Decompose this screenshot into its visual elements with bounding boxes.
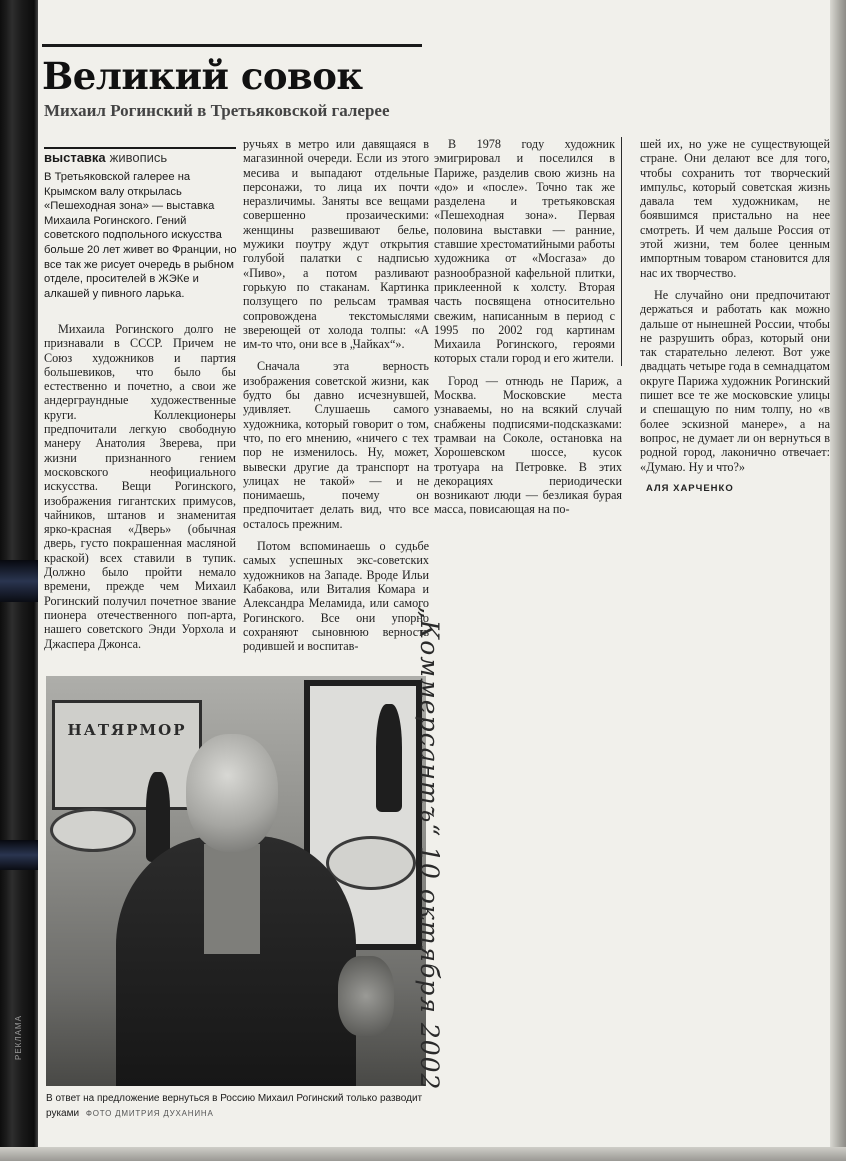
margin-label: РЕКЛАМА bbox=[14, 1015, 23, 1060]
photo-bottle bbox=[146, 772, 170, 862]
paragraph: Потом вспоминаешь о судьбе самых успешных экс-советских художников на Западе. Вроде Ильи Кабакова, или Виталия Комара и Александра Меламида, или самого Рогинского. Все они упорно сохраняют сыновнюю верность родившей и воспитав- bbox=[243, 539, 429, 654]
newspaper-page bbox=[38, 0, 830, 1147]
article-column-3 bbox=[434, 137, 622, 517]
paragraph: Михаила Рогинского долго не признавали в СССР. Причем не Союз художников и партия большевиков, что было бы естественно и почетно, а свои же андерграундные художественные круги. Коллекционеры предпочитали легкую свободную манеру Анатолия Зверева, при жизни признанного гением московского неофициального искусства. Вещи Рогинского, изображения гигантских примусов, чайников, штанов и знаменитая ярко-красная «Дверь» (обычная дверь, густо покрашенная масляной краской) всех ставили в тупик. Должно было пройти немало времени, прежде чем Михаил Рогинский получил почетное звание пионера отечественного поп-арта, нашего советского Энди Уорхола и Джаспера Джонса. bbox=[44, 322, 236, 651]
subheadline: Михаил Рогинский в Третьяковской галерее bbox=[44, 101, 390, 120]
paragraph: Город — отнюдь не Париж, а Москва. Московские места узнаваемы, но на всякий случай снабжены подписями-подсказками: трамваи на Соколе, остановка на Хорошевском шоссе, кусок тротуара на Петровке. В этих декорациях периодически возникают люди — безликая бурая масса, повисающая на по- bbox=[434, 373, 622, 517]
headline: Великий совок bbox=[42, 54, 363, 98]
article-column-1 bbox=[44, 322, 236, 651]
handwritten-note: „Коммерсантъ“ 10 октября 2002 bbox=[415, 606, 444, 1091]
paragraph: Не случайно они предпочитают держаться и работать как можно дальше от нынешней России, чтобы не разрушить образ, который они так старательно лелеют. Вот уже двадцать четыре года в семнадцатом округе Парижа художник Рогинский пишет все те же московские улицы и спешащую по ним толпу, но «в более эскизной манере», а на вопрос, не думает ли он вернуться в родной город, лаконично отвечает: «Думаю. Ну и что?» bbox=[640, 287, 830, 474]
photo-credit: ФОТО ДМИТРИЯ ДУХАНИНА bbox=[85, 1109, 214, 1118]
scan-edge-bottom bbox=[0, 1147, 846, 1161]
photo-caption bbox=[46, 1091, 426, 1121]
article-column-4 bbox=[640, 137, 830, 496]
photo-plate bbox=[50, 808, 136, 852]
paragraph: Сначала эта верность изображения советской жизни, как будто бы давно исчезнувшей, удивляет. Слушаешь самого художника, который говорит о том, что, по его мнению, «ничего с тех пор не изменилось. Ну, может, вывески другие да транспорт на улицах не такой» — и не понимаешь, почему он предпочитает делать вид, что все осталось прежним. bbox=[243, 359, 429, 531]
photo-plate bbox=[326, 836, 416, 890]
scan-artifact bbox=[0, 560, 38, 602]
lead-paragraph: В Третьяковской галерее на Крымском валу открылась «Пешеходная зона» — выставка Михаила Рогинского. Гений советского подпольного искусства больше 20 лет живет во Франции, но все так же рисует очередь в рыбном отделе, просителей в ЖЭКе и алкашей у пивного ларька. bbox=[44, 171, 237, 300]
photo-person-head bbox=[186, 734, 278, 852]
rubric-section: выставка bbox=[44, 150, 106, 165]
paragraph: ручьях в метро или давящаяся в магазинной очереди. Если из этого месива и выпадают отдельные персонажи, то лица их почти неразличимы. Заняты все вещами совершенно прозаическими: женщины развешивают белье, мужики поутру ждут открытия голубой палатки с надписью «Пиво», а потом разливают горькую по стаканам. Картинка ползущего по рельсам трамвая сопровождена текстомыслями звереющей от холода толпы: «А им-то что, они все в „Чайках“». bbox=[243, 137, 429, 352]
photo-sign-painting: НАТЯРМОР bbox=[52, 700, 202, 810]
photo-person-shirt bbox=[204, 844, 260, 954]
scan-edge-right bbox=[830, 0, 846, 1161]
article-column-2 bbox=[243, 137, 429, 653]
photo-person-hand bbox=[338, 956, 394, 1036]
paragraph: шей их, но уже не существующей стране. Они делают все для того, чтобы сохранить тот творческий импульс, который советская жизнь давала тем художникам, не боявшимся пристально на нее смотреть. И чем дальше Россия от этой жизни, тем более ценным импортным товаром становится для нас их творчество. bbox=[640, 137, 830, 280]
article-photo bbox=[46, 676, 426, 1086]
rubric bbox=[44, 147, 236, 171]
author-byline: АЛЯ ХАРЧЕНКО bbox=[646, 482, 734, 494]
photo-bottle bbox=[376, 704, 402, 812]
caption-text: В ответ на предложение вернуться в Россию Михаил Рогинский только разводит руками bbox=[46, 1093, 423, 1119]
scan-artifact bbox=[0, 840, 38, 870]
top-rule bbox=[42, 44, 422, 47]
boxed-paragraph bbox=[434, 137, 622, 366]
paragraph: В 1978 году художник эмигрировал и поселился в Париже, разделив свою жизнь на «до» и «после». Точно так же разделена и третьяковская «Пешеходная зона». Первая половина выставки — ранние, ставшие хрестоматийными работы художника от «Мосгаза» до разнообразной кафельной плитки, приклеенной к холсту. Вторая часть посвящена относительно свежим, написанным в период с 1995 по 2002 год картинам Михаила Рогинского, героями которых стали город и его жители. bbox=[434, 137, 615, 366]
rubric-category: живопись bbox=[109, 150, 168, 165]
